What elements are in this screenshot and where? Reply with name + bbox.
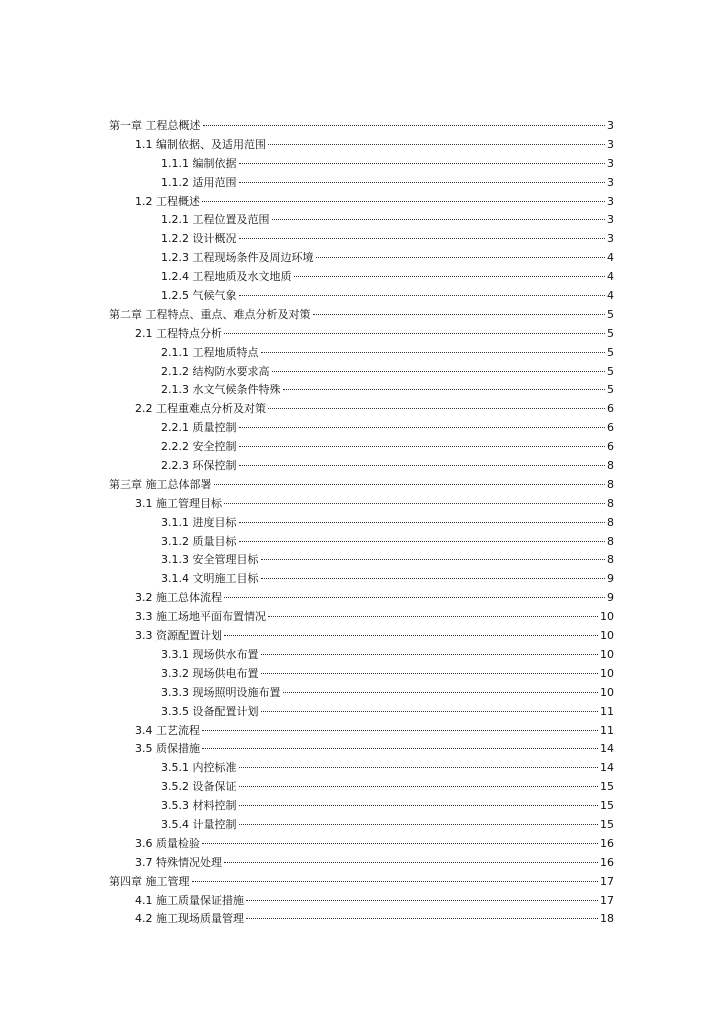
toc-entry-title: 3.1 施工管理目标 [135,496,222,510]
toc-dot-leader [239,182,606,183]
toc-entry-title: 3.3.3 现场照明设施布置 [161,685,281,699]
toc-entry-page: 5 [607,307,614,321]
toc-dot-leader [261,673,599,674]
toc-entry-title: 3.1.3 安全管理目标 [161,553,259,567]
toc-dot-leader [283,692,599,693]
toc-entry[interactable] [109,570,614,589]
toc-entry-page: 10 [600,685,614,699]
toc-dot-leader [202,201,605,202]
toc-entry[interactable] [109,287,614,306]
toc-entry-page: 9 [607,591,614,605]
toc-entry-page: 17 [600,874,614,888]
toc-entry-title: 3.3.2 现场供电布置 [161,666,259,680]
toc-entry[interactable] [109,400,614,419]
toc-entry[interactable] [109,249,614,268]
toc-entry[interactable] [109,627,614,646]
toc-entry-title: 1.2.1 工程位置及范围 [161,213,270,227]
toc-entry-title: 4.1 施工质量保证措施 [135,893,244,907]
toc-entry[interactable] [109,816,614,835]
toc-entry[interactable] [109,740,614,759]
toc-entry-title: 2.2.2 安全控制 [161,440,237,454]
toc-entry-title: 3.5 质保措施 [135,742,200,756]
toc-entry[interactable] [109,230,614,249]
toc-entry-title: 第二章 工程特点、重点、难点分析及对策 [109,307,311,321]
toc-entry-title: 1.2.3 工程现场条件及周边环境 [161,251,314,265]
toc-entry[interactable] [109,117,614,136]
toc-dot-leader [316,257,606,258]
toc-entry-page: 8 [607,553,614,567]
toc-dot-leader [239,163,606,164]
toc-entry-title: 3.3.5 设备配置计划 [161,704,259,718]
toc-entry[interactable] [109,193,614,212]
toc-dot-leader [313,314,606,315]
toc-entry-title: 3.5.4 计量控制 [161,817,237,831]
toc-entry-page: 4 [607,289,614,303]
toc-entry-page: 3 [607,232,614,246]
toc-entry-page: 10 [600,647,614,661]
toc-dot-leader [239,805,599,806]
toc-dot-leader [239,522,606,523]
toc-entry[interactable] [109,174,614,193]
toc-dot-leader [224,597,605,598]
toc-entry-page: 4 [607,251,614,265]
toc-entry-page: 16 [600,836,614,850]
toc-entry-title: 2.2.1 质量控制 [161,421,237,435]
toc-entry[interactable] [109,344,614,363]
toc-dot-leader [239,824,599,825]
toc-entry[interactable] [109,136,614,155]
toc-entry-page: 14 [600,742,614,756]
toc-entry-title: 2.1.2 结构防水要求高 [161,364,270,378]
toc-entry-title: 1.1 编制依据、及适用范围 [135,137,266,151]
toc-entry-page: 11 [600,704,614,718]
toc-entry-page: 5 [607,326,614,340]
toc-entry[interactable] [109,722,614,741]
toc-entry-title: 3.1.4 文明施工目标 [161,572,259,586]
toc-dot-leader [268,144,605,145]
toc-dot-leader [283,389,606,390]
toc-dot-leader [224,333,605,334]
toc-dot-leader [214,484,606,485]
toc-dot-leader [202,843,598,844]
toc-entry[interactable] [109,476,614,495]
toc-entry[interactable] [109,854,614,873]
toc-entry-page: 8 [607,496,614,510]
toc-entry-page: 6 [607,402,614,416]
toc-entry[interactable] [109,363,614,382]
toc-entry-page: 8 [607,459,614,473]
toc-entry[interactable] [109,495,614,514]
toc-dot-leader [239,465,606,466]
toc-entry-title: 1.1.1 编制依据 [161,156,237,170]
toc-entry-title: 3.3 资源配置计划 [135,629,222,643]
toc-entry-title: 3.4 工艺流程 [135,723,200,737]
toc-entry-title: 2.1 工程特点分析 [135,326,222,340]
toc-entry[interactable] [109,646,614,665]
toc-entry[interactable] [109,381,614,400]
toc-entry[interactable] [109,759,614,778]
toc-entry-title: 3.6 质量检验 [135,836,200,850]
toc-dot-leader [294,276,606,277]
toc-dot-leader [224,635,598,636]
toc-entry-page: 10 [600,610,614,624]
toc-entry-title: 2.1.3 水文气候条件特殊 [161,383,281,397]
toc-dot-leader [239,541,606,542]
toc-entry-title: 3.3 施工场地平面布置情况 [135,610,266,624]
toc-entry-title: 第四章 施工管理 [109,874,190,888]
toc-entry[interactable] [109,589,614,608]
toc-dot-leader [246,918,598,919]
toc-entry-title: 1.2.4 工程地质及水文地质 [161,270,292,284]
toc-entry-page: 11 [600,723,614,737]
toc-entry[interactable] [109,306,614,325]
toc-entry-page: 18 [600,912,614,926]
table-of-contents [109,117,614,929]
toc-entry[interactable] [109,457,614,476]
toc-entry[interactable] [109,155,614,174]
toc-entry-page: 5 [607,383,614,397]
toc-dot-leader [272,219,606,220]
toc-entry-page: 5 [607,364,614,378]
toc-entry-title: 第一章 工程总概述 [109,119,201,132]
toc-entry[interactable] [109,835,614,854]
toc-entry[interactable] [109,684,614,703]
toc-entry-page: 3 [607,213,614,227]
toc-entry-title: 第三章 施工总体部署 [109,477,212,491]
toc-entry-title: 3.5.2 设备保证 [161,780,237,794]
toc-entry[interactable] [109,533,614,552]
toc-entry-page: 6 [607,421,614,435]
toc-entry-title: 1.2.5 气候气象 [161,289,237,303]
toc-entry[interactable] [109,665,614,684]
toc-dot-leader [202,730,598,731]
toc-dot-leader [239,786,599,787]
toc-entry[interactable] [109,873,614,892]
toc-entry[interactable] [109,514,614,533]
toc-entry[interactable] [109,551,614,570]
toc-entry-title: 3.7 特殊情况处理 [135,855,222,869]
toc-entry-page: 3 [607,119,614,132]
toc-dot-leader [224,862,598,863]
toc-entry-title: 1.2.2 设计概况 [161,232,237,246]
toc-entry-page: 3 [607,175,614,189]
toc-dot-leader [246,900,598,901]
toc-dot-leader [192,881,599,882]
toc-entry-page: 3 [607,156,614,170]
toc-entry-page: 15 [600,780,614,794]
toc-entry-page: 10 [600,629,614,643]
toc-entry[interactable] [109,778,614,797]
toc-entry[interactable] [109,438,614,457]
toc-entry-page: 8 [607,534,614,548]
toc-entry-title: 3.3.1 现场供水布置 [161,647,259,661]
toc-entry-title: 3.2 施工总体流程 [135,591,222,605]
toc-entry-title: 3.5.3 材料控制 [161,799,237,813]
toc-entry-title: 1.2 工程概述 [135,194,200,208]
toc-entry-page: 9 [607,572,614,586]
toc-entry[interactable] [109,419,614,438]
toc-entry-title: 3.1.1 进度目标 [161,515,237,529]
toc-entry-page: 5 [607,345,614,359]
toc-dot-leader [224,503,605,504]
toc-entry-page: 15 [600,799,614,813]
toc-entry-title: 4.2 施工现场质量管理 [135,912,244,926]
toc-dot-leader [261,352,606,353]
toc-entry-title: 3.1.2 质量目标 [161,534,237,548]
toc-entry-title: 2.2.3 环保控制 [161,459,237,473]
toc-dot-leader [239,767,599,768]
toc-entry-page: 3 [607,137,614,151]
toc-dot-leader [261,578,606,579]
toc-entry-page: 15 [600,817,614,831]
toc-dot-leader [261,559,606,560]
toc-entry-page: 17 [600,893,614,907]
toc-entry-page: 16 [600,855,614,869]
toc-entry[interactable] [109,910,614,929]
toc-dot-leader [239,295,606,296]
toc-dot-leader [261,654,599,655]
toc-entry[interactable] [109,608,614,627]
toc-entry[interactable] [109,797,614,816]
toc-dot-leader [239,446,606,447]
toc-entry-title: 1.1.2 适用范围 [161,175,237,189]
toc-dot-leader [261,711,599,712]
toc-entry[interactable] [109,268,614,287]
toc-entry-page: 3 [607,194,614,208]
toc-entry-page: 6 [607,440,614,454]
toc-dot-leader [239,238,606,239]
toc-entry-page: 14 [600,761,614,775]
toc-entry[interactable] [109,703,614,722]
toc-dot-leader [202,748,598,749]
toc-entry-title: 2.1.1 工程地质特点 [161,345,259,359]
toc-entry[interactable] [109,325,614,344]
toc-entry[interactable] [109,211,614,230]
toc-entry-page: 8 [607,477,614,491]
toc-dot-leader [239,427,606,428]
toc-dot-leader [272,371,606,372]
toc-entry-page: 4 [607,270,614,284]
toc-entry[interactable] [109,892,614,911]
toc-dot-leader [203,125,606,126]
toc-dot-leader [268,408,605,409]
toc-entry-title: 3.5.1 内控标准 [161,761,237,775]
toc-entry-title: 2.2 工程重难点分析及对策 [135,402,266,416]
toc-entry-page: 10 [600,666,614,680]
toc-entry-page: 8 [607,515,614,529]
toc-dot-leader [268,616,598,617]
